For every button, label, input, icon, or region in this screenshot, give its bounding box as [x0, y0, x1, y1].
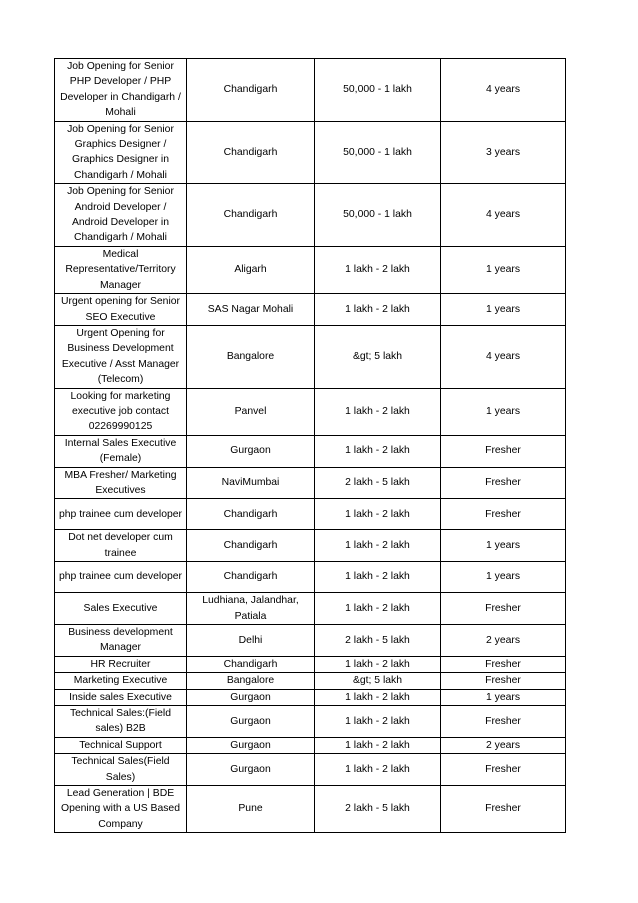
salary-cell: 50,000 - 1 lakh — [315, 184, 441, 247]
salary-cell: 1 lakh - 2 lakh — [315, 737, 441, 753]
job-title-cell: Business development Manager — [55, 625, 187, 657]
experience-cell: Fresher — [441, 593, 566, 625]
location-cell: Bangalore — [187, 325, 315, 388]
location-cell: Chandigarh — [187, 59, 315, 122]
job-title-cell: Urgent opening for Senior SEO Executive — [55, 294, 187, 326]
table-row — [55, 593, 566, 625]
location-cell: Panvel — [187, 388, 315, 435]
salary-cell: 2 lakh - 5 lakh — [315, 467, 441, 499]
table-row — [55, 737, 566, 753]
experience-cell: Fresher — [441, 706, 566, 738]
salary-cell: 2 lakh - 5 lakh — [315, 786, 441, 833]
location-cell: Bangalore — [187, 673, 315, 689]
salary-cell: 1 lakh - 2 lakh — [315, 754, 441, 786]
table-row — [55, 435, 566, 467]
location-cell: Chandigarh — [187, 656, 315, 672]
job-title-cell: Dot net developer cum trainee — [55, 530, 187, 562]
table-row — [55, 754, 566, 786]
location-cell: Gurgaon — [187, 737, 315, 753]
salary-cell: 1 lakh - 2 lakh — [315, 435, 441, 467]
experience-cell: Fresher — [441, 786, 566, 833]
salary-cell: 1 lakh - 2 lakh — [315, 689, 441, 705]
experience-cell: Fresher — [441, 435, 566, 467]
table-row — [55, 786, 566, 833]
experience-cell: 1 years — [441, 294, 566, 326]
job-title-cell: HR Recruiter — [55, 656, 187, 672]
salary-cell: 1 lakh - 2 lakh — [315, 562, 441, 593]
table-row — [55, 689, 566, 705]
job-title-cell: Job Opening for Senior Graphics Designer / Graphics Designer in Chandigarh / Mohali — [55, 121, 187, 184]
job-title-cell: Medical Representative/Territory Manager — [55, 246, 187, 293]
experience-cell: 4 years — [441, 59, 566, 122]
table-row — [55, 121, 566, 184]
job-title-cell: Technical Sales(Field Sales) — [55, 754, 187, 786]
location-cell: Aligarh — [187, 246, 315, 293]
experience-cell: 4 years — [441, 184, 566, 247]
experience-cell: Fresher — [441, 673, 566, 689]
job-title-cell: Job Opening for Senior PHP Developer / PHP Developer in Chandigarh / Mohali — [55, 59, 187, 122]
location-cell: Gurgaon — [187, 689, 315, 705]
table-row — [55, 625, 566, 657]
table-row — [55, 530, 566, 562]
salary-cell: 1 lakh - 2 lakh — [315, 499, 441, 530]
job-title-cell: Looking for marketing executive job contact 02269990125 — [55, 388, 187, 435]
location-cell: Chandigarh — [187, 562, 315, 593]
location-cell: Delhi — [187, 625, 315, 657]
experience-cell: 1 years — [441, 530, 566, 562]
experience-cell: 1 years — [441, 246, 566, 293]
job-title-cell: Technical Support — [55, 737, 187, 753]
salary-cell: 1 lakh - 2 lakh — [315, 656, 441, 672]
table-row — [55, 499, 566, 530]
location-cell: Chandigarh — [187, 499, 315, 530]
job-title-cell: Inside sales Executive — [55, 689, 187, 705]
table-row — [55, 388, 566, 435]
job-title-cell: php trainee cum developer — [55, 562, 187, 593]
table-row — [55, 246, 566, 293]
experience-cell: 1 years — [441, 562, 566, 593]
table-row — [55, 656, 566, 672]
experience-cell: Fresher — [441, 754, 566, 786]
salary-cell: 1 lakh - 2 lakh — [315, 706, 441, 738]
salary-cell: 1 lakh - 2 lakh — [315, 246, 441, 293]
job-title-cell: Marketing Executive — [55, 673, 187, 689]
experience-cell: Fresher — [441, 499, 566, 530]
job-title-cell: php trainee cum developer — [55, 499, 187, 530]
job-title-cell: Job Opening for Senior Android Developer / Android Developer in Chandigarh / Mohali — [55, 184, 187, 247]
experience-cell: Fresher — [441, 467, 566, 499]
job-title-cell: Lead Generation | BDE Opening with a US Based Company — [55, 786, 187, 833]
table-row — [55, 467, 566, 499]
salary-cell: 1 lakh - 2 lakh — [315, 593, 441, 625]
experience-cell: 1 years — [441, 388, 566, 435]
location-cell: Chandigarh — [187, 184, 315, 247]
experience-cell: 1 years — [441, 689, 566, 705]
job-listings-body — [55, 59, 566, 833]
table-row — [55, 562, 566, 593]
experience-cell: 2 years — [441, 737, 566, 753]
location-cell: Gurgaon — [187, 435, 315, 467]
job-title-cell: Sales Executive — [55, 593, 187, 625]
experience-cell: 4 years — [441, 325, 566, 388]
table-row — [55, 294, 566, 326]
experience-cell: 2 years — [441, 625, 566, 657]
job-title-cell: Urgent Opening for Business Development Executive / Asst Manager (Telecom) — [55, 325, 187, 388]
experience-cell: Fresher — [441, 656, 566, 672]
salary-cell: &gt; 5 lakh — [315, 673, 441, 689]
job-title-cell: Technical Sales:(Field sales) B2B — [55, 706, 187, 738]
salary-cell: 2 lakh - 5 lakh — [315, 625, 441, 657]
salary-cell: 1 lakh - 2 lakh — [315, 530, 441, 562]
location-cell: Chandigarh — [187, 530, 315, 562]
table-row — [55, 184, 566, 247]
table-row — [55, 325, 566, 388]
salary-cell: 1 lakh - 2 lakh — [315, 388, 441, 435]
location-cell: NaviMumbai — [187, 467, 315, 499]
location-cell: Gurgaon — [187, 754, 315, 786]
salary-cell: 1 lakh - 2 lakh — [315, 294, 441, 326]
table-row — [55, 706, 566, 738]
job-title-cell: MBA Fresher/ Marketing Executives — [55, 467, 187, 499]
location-cell: Chandigarh — [187, 121, 315, 184]
experience-cell: 3 years — [441, 121, 566, 184]
location-cell: Gurgaon — [187, 706, 315, 738]
job-listings-table — [54, 58, 566, 833]
job-title-cell: Internal Sales Executive (Female) — [55, 435, 187, 467]
location-cell: Pune — [187, 786, 315, 833]
table-row — [55, 59, 566, 122]
salary-cell: 50,000 - 1 lakh — [315, 59, 441, 122]
table-row — [55, 673, 566, 689]
salary-cell: &gt; 5 lakh — [315, 325, 441, 388]
location-cell: SAS Nagar Mohali — [187, 294, 315, 326]
salary-cell: 50,000 - 1 lakh — [315, 121, 441, 184]
location-cell: Ludhiana, Jalandhar, Patiala — [187, 593, 315, 625]
